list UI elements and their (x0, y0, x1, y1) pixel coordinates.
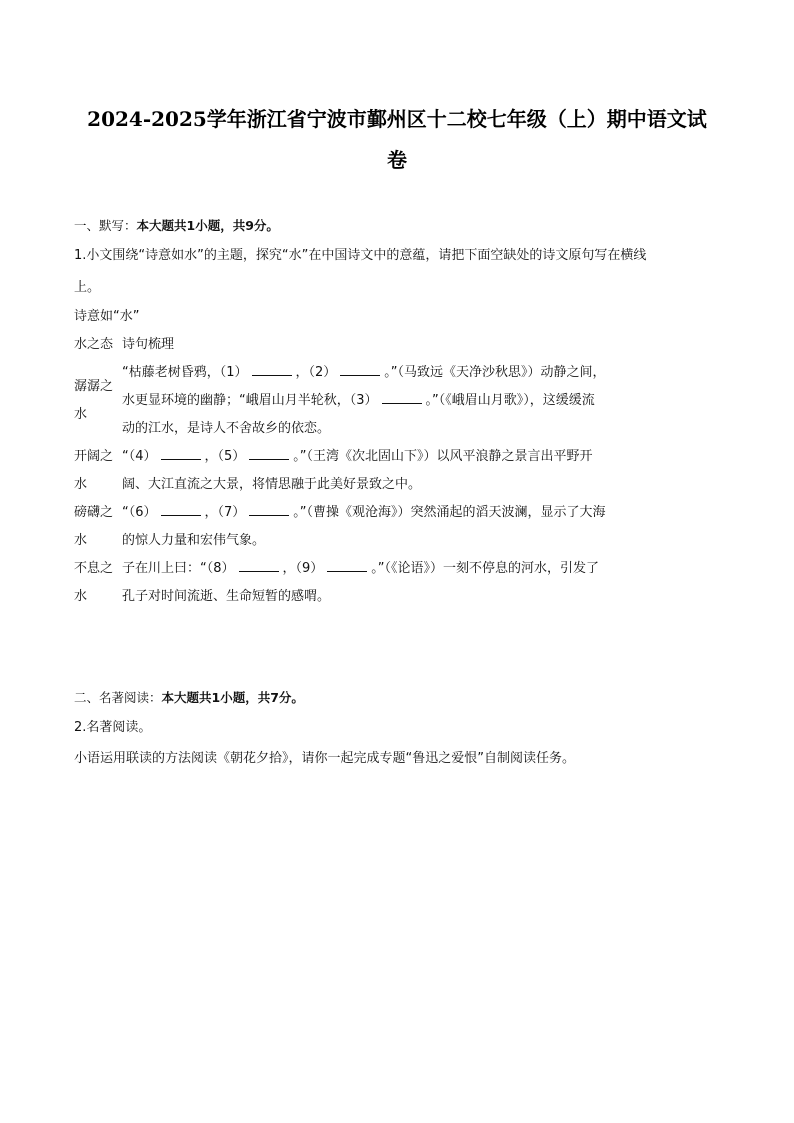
section-1-heading (74, 218, 279, 234)
answer-blank-9[interactable] (327, 559, 367, 572)
question-1-line2: 上。 (74, 280, 101, 295)
section-2-prefix: 二、名著阅读： (74, 690, 162, 705)
section-1-prefix: 一、默写： (74, 218, 137, 233)
section-2-info: 本大题共1小题，共7分。 (161, 690, 304, 705)
answer-blank-6[interactable] (161, 503, 201, 516)
row-label: 不息之 水 (74, 561, 114, 604)
question-2-prompt: 小语运用联读的方法阅读《朝花夕拾》，请你一起完成专题“鲁迅之爱恨”自制阅读任务。 (74, 751, 575, 766)
table-row (74, 443, 724, 499)
row-content: 子在川上曰：“（8） ，（9） 。”（《论语》）一刻不停息的河水，引发了 孔子对时间流逝、生命短暂的感喟。 (122, 561, 600, 604)
table-heading: 诗意如“水” (74, 309, 140, 324)
answer-blank-1[interactable] (252, 363, 292, 376)
exam-title-line2: 卷 (387, 148, 407, 172)
table-row (74, 359, 724, 443)
table-row (74, 555, 724, 611)
row-label: 开阔之 水 (74, 449, 114, 492)
answer-blank-2[interactable] (340, 363, 380, 376)
col-header-state: 水之态 (74, 337, 114, 352)
question-2-title: 2.名著阅读。 (74, 720, 152, 735)
question-1-line1: 1.小文围绕“诗意如水”的主题，探究“水”在中国诗文中的意蕴，请把下面空缺处的诗文原句写在横线 (74, 248, 647, 263)
table-row (74, 499, 724, 555)
row-content: “（4） ，（5） 。”（王湾《次北固山下》）以风平浪静之景言出平野开 阔、大江直流之大景，将情思融于此美好景致之中。 (122, 449, 593, 492)
exam-title-line1: 2024-2025学年浙江省宁波市鄞州区十二校七年级（上）期中语文试 (87, 107, 707, 131)
poem-table (74, 303, 724, 611)
row-content: “枯藤老树昏鸦，（1） ，（2） 。”（马致远《天净沙秋思》）动静之间， 水更显环境的幽静；“峨眉山月半轮秋，（3） 。”（《峨眉山月歌》），这缓缓流 动的江水，是诗人不舍故乡的依恋。 (122, 365, 606, 436)
row-label: 磅礴之 水 (74, 505, 114, 548)
row-content: “（6） ，（7） 。”（曹操《观沧海》）突然涌起的滔天波澜，显示了大海 的惊人力量和宏伟气象。 (122, 505, 606, 548)
answer-blank-4[interactable] (161, 447, 201, 460)
table-header-row (74, 331, 724, 359)
section-1-info: 本大题共1小题，共9分。 (136, 218, 279, 233)
col-header-verses: 诗句梳理 (122, 337, 175, 352)
answer-blank-7[interactable] (249, 503, 289, 516)
section-2-heading (74, 690, 304, 706)
answer-blank-5[interactable] (249, 447, 289, 460)
answer-blank-3[interactable] (382, 391, 422, 404)
table-heading-row (74, 303, 724, 331)
answer-blank-8[interactable] (239, 559, 279, 572)
row-label: 潺潺之 水 (74, 379, 114, 422)
